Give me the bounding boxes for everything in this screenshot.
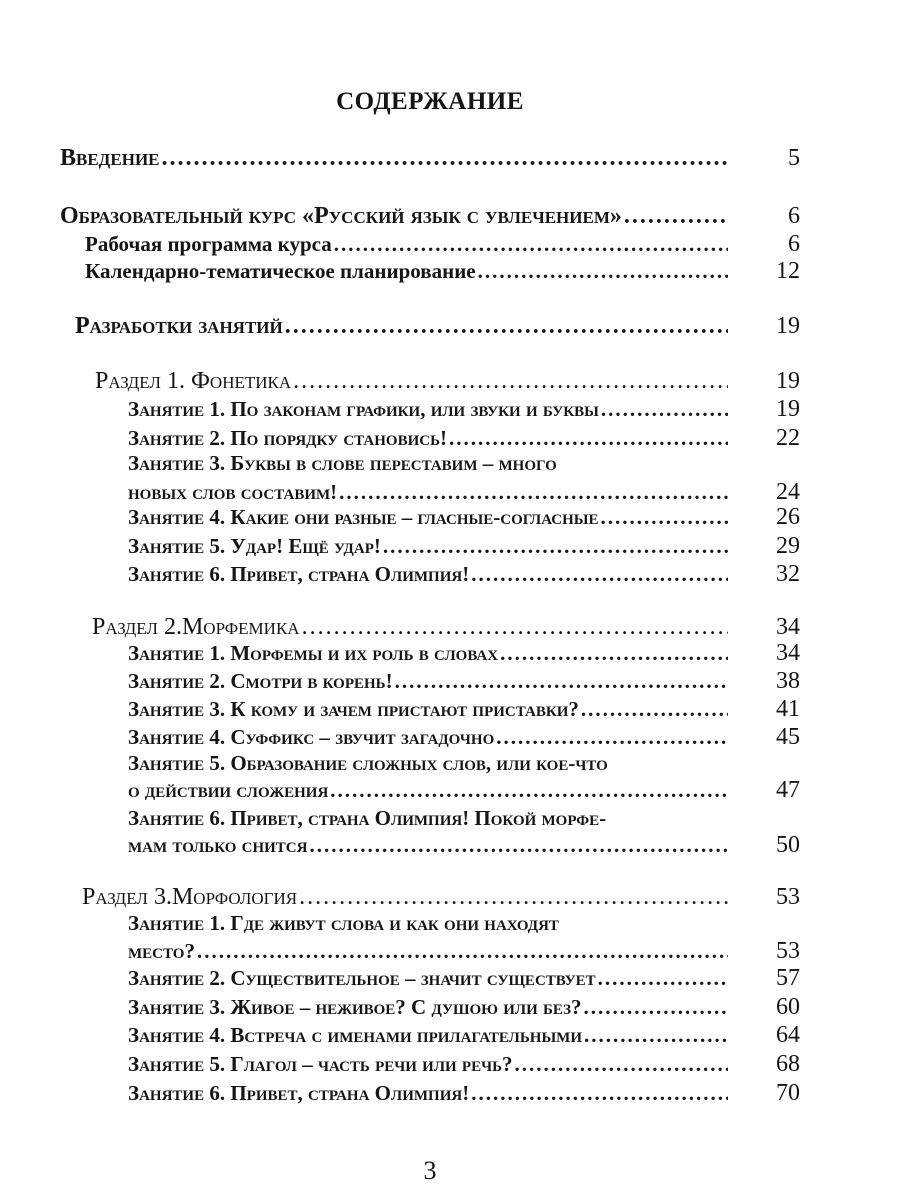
toc-page-number: 53 — [776, 938, 800, 964]
toc-entry-lesson — [128, 1020, 800, 1050]
toc-entry-introduction — [60, 143, 800, 173]
toc-page-number: 57 — [776, 965, 800, 991]
toc-leader-dots — [471, 559, 728, 589]
toc-entry-text: Разработки занятий — [75, 313, 283, 339]
toc-page-number: 50 — [776, 832, 800, 858]
toc-entry-lesson — [128, 1049, 800, 1079]
toc-leader-dots — [601, 502, 728, 532]
toc-entry-text: Занятие 2. Смотри в корень! — [128, 669, 393, 693]
toc-page-number: 34 — [776, 614, 800, 640]
toc-page-number: 26 — [776, 504, 800, 530]
toc-entry-work-program — [85, 229, 800, 259]
toc-entry-lesson-continuation — [128, 936, 800, 966]
toc-page-number: 22 — [776, 425, 800, 451]
toc-entry-text: мам только снится — [128, 833, 308, 857]
toc-page-number: 6 — [788, 231, 800, 257]
toc-entry-text: Образовательный курс «Русский язык с увлечением» — [60, 203, 622, 229]
toc-entry-lesson — [128, 394, 800, 424]
toc-page-number: 38 — [776, 668, 800, 694]
toc-page-number: 19 — [776, 368, 800, 394]
toc-entry-text: Занятие 2. Существительное – значит существует — [128, 966, 596, 990]
toc-leader-dots — [383, 531, 728, 561]
toc-entry-text: Занятие 6. Привет, страна Олимпия! — [128, 1081, 470, 1105]
toc-leader-dots — [515, 1049, 728, 1079]
toc-entry-lesson — [128, 502, 800, 532]
toc-leader-dots — [478, 256, 728, 286]
toc-entry-text: Занятие 5. Удар! Ещё удар! — [128, 534, 381, 558]
toc-entry-lesson-plans — [75, 311, 800, 341]
toc-entry-lesson — [128, 992, 800, 1022]
toc-leader-dots — [598, 963, 728, 993]
toc-entry-text: Раздел 2.Морфемика — [92, 614, 300, 640]
toc-entry-lesson — [128, 559, 800, 589]
toc-page-number: 32 — [776, 561, 800, 587]
toc-entry-text: Занятие 1. По законам графики, или звуки и буквы — [128, 397, 599, 421]
toc-entry-lesson — [128, 531, 800, 561]
toc-page-number: 60 — [776, 994, 800, 1020]
toc-page-number: 12 — [776, 258, 800, 284]
toc-leader-dots — [197, 936, 728, 966]
toc-entry-text: Занятие 3. Буквы в слове переставим – много — [128, 451, 557, 475]
toc-page-number: 53 — [776, 884, 800, 910]
toc-page-number: 29 — [776, 533, 800, 559]
toc-page-number: 5 — [788, 145, 800, 171]
toc-entry-text: Занятие 1. Где живут слова и как они находят — [128, 911, 559, 935]
toc-entry-text: Занятие 4. Какие они разные – гласные-согласные — [128, 505, 599, 529]
toc-entry-section-1 — [95, 366, 800, 396]
toc-entry-text: Рабочая программа курса — [85, 232, 332, 256]
page-number: 3 — [423, 1156, 437, 1185]
toc-entry-text: новых слов составим! — [128, 480, 338, 504]
toc-entry-lesson — [128, 448, 730, 478]
toc-entry-text: Раздел 3.Морфология — [82, 884, 298, 910]
toc-page-number: 24 — [776, 479, 800, 505]
toc-entry-text: место? — [128, 939, 195, 963]
toc-entry-text: Занятие 4. Встреча с именами прилагательными — [128, 1023, 582, 1047]
toc-entry-lesson — [128, 963, 800, 993]
toc-page-number: 64 — [776, 1022, 800, 1048]
toc-leader-dots — [584, 1020, 728, 1050]
toc-leader-dots — [309, 830, 728, 860]
toc-entry-text: Занятие 4. Суффикс – звучит загадочно — [128, 725, 495, 749]
toc-leader-dots — [293, 366, 728, 396]
toc-page-number: 47 — [776, 777, 800, 803]
toc-leader-dots — [395, 666, 728, 696]
toc-entry-text: Раздел 1. Фонетика — [95, 368, 292, 394]
toc-entry-calendar-planning — [85, 256, 800, 286]
toc-leader-dots — [500, 638, 728, 668]
toc-entry-text: Занятие 5. Глагол – часть речи или речь? — [128, 1052, 513, 1076]
toc-entry-text: о действии сложения — [128, 778, 329, 802]
toc-page-number: 6 — [788, 203, 800, 229]
toc-entry-course — [60, 201, 800, 231]
toc-entry-lesson — [128, 1078, 800, 1108]
toc-entry-text: Занятие 6. Привет, страна Олимпия! Покой морфе- — [128, 806, 607, 830]
toc-entry-text: Занятие 6. Привет, страна Олимпия! — [128, 562, 470, 586]
toc-entry-lesson — [128, 908, 730, 938]
toc-leader-dots — [334, 229, 728, 259]
toc-entry-lesson — [128, 748, 730, 778]
toc-page-number: 34 — [776, 640, 800, 666]
toc-page-number: 41 — [776, 696, 800, 722]
toc-entry-text: Календарно-тематическое планирование — [85, 259, 476, 283]
toc-entry-text: Занятие 1. Морфемы и их роль в словах — [128, 641, 499, 665]
toc-leader-dots — [601, 394, 728, 424]
page-title: СОДЕРЖАНИЕ — [336, 88, 524, 115]
toc-page-number: 19 — [776, 396, 800, 422]
toc-page-number: 68 — [776, 1051, 800, 1077]
toc-entry-lesson-continuation — [128, 830, 800, 860]
toc-leader-dots — [330, 775, 728, 805]
toc-leader-dots — [584, 992, 728, 1022]
toc-entry-lesson — [128, 803, 730, 833]
toc-entry-lesson — [128, 694, 800, 724]
toc-leader-dots — [162, 143, 728, 173]
toc-page-number: 70 — [776, 1080, 800, 1106]
toc-entry-text: Занятие 5. Образование сложных слов, или кое-что — [128, 751, 608, 775]
toc-entry-lesson — [128, 666, 800, 696]
toc-entry-text: Занятие 3. К кому и зачем пристают приставки? — [128, 697, 579, 721]
toc-leader-dots — [285, 311, 728, 341]
toc-entry-text: Введение — [60, 145, 160, 171]
toc-leader-dots — [581, 694, 728, 724]
toc-entry-text: Занятие 2. По порядку становись! — [128, 426, 448, 450]
toc-entry-lesson — [128, 638, 800, 668]
toc-page-number: 45 — [776, 724, 800, 750]
toc-entry-text: Занятие 3. Живое – неживое? С душою или без? — [128, 995, 582, 1019]
toc-leader-dots — [471, 1078, 728, 1108]
toc-leader-dots — [624, 201, 728, 231]
toc-page-number: 19 — [776, 313, 800, 339]
toc-entry-lesson-continuation — [128, 775, 800, 805]
